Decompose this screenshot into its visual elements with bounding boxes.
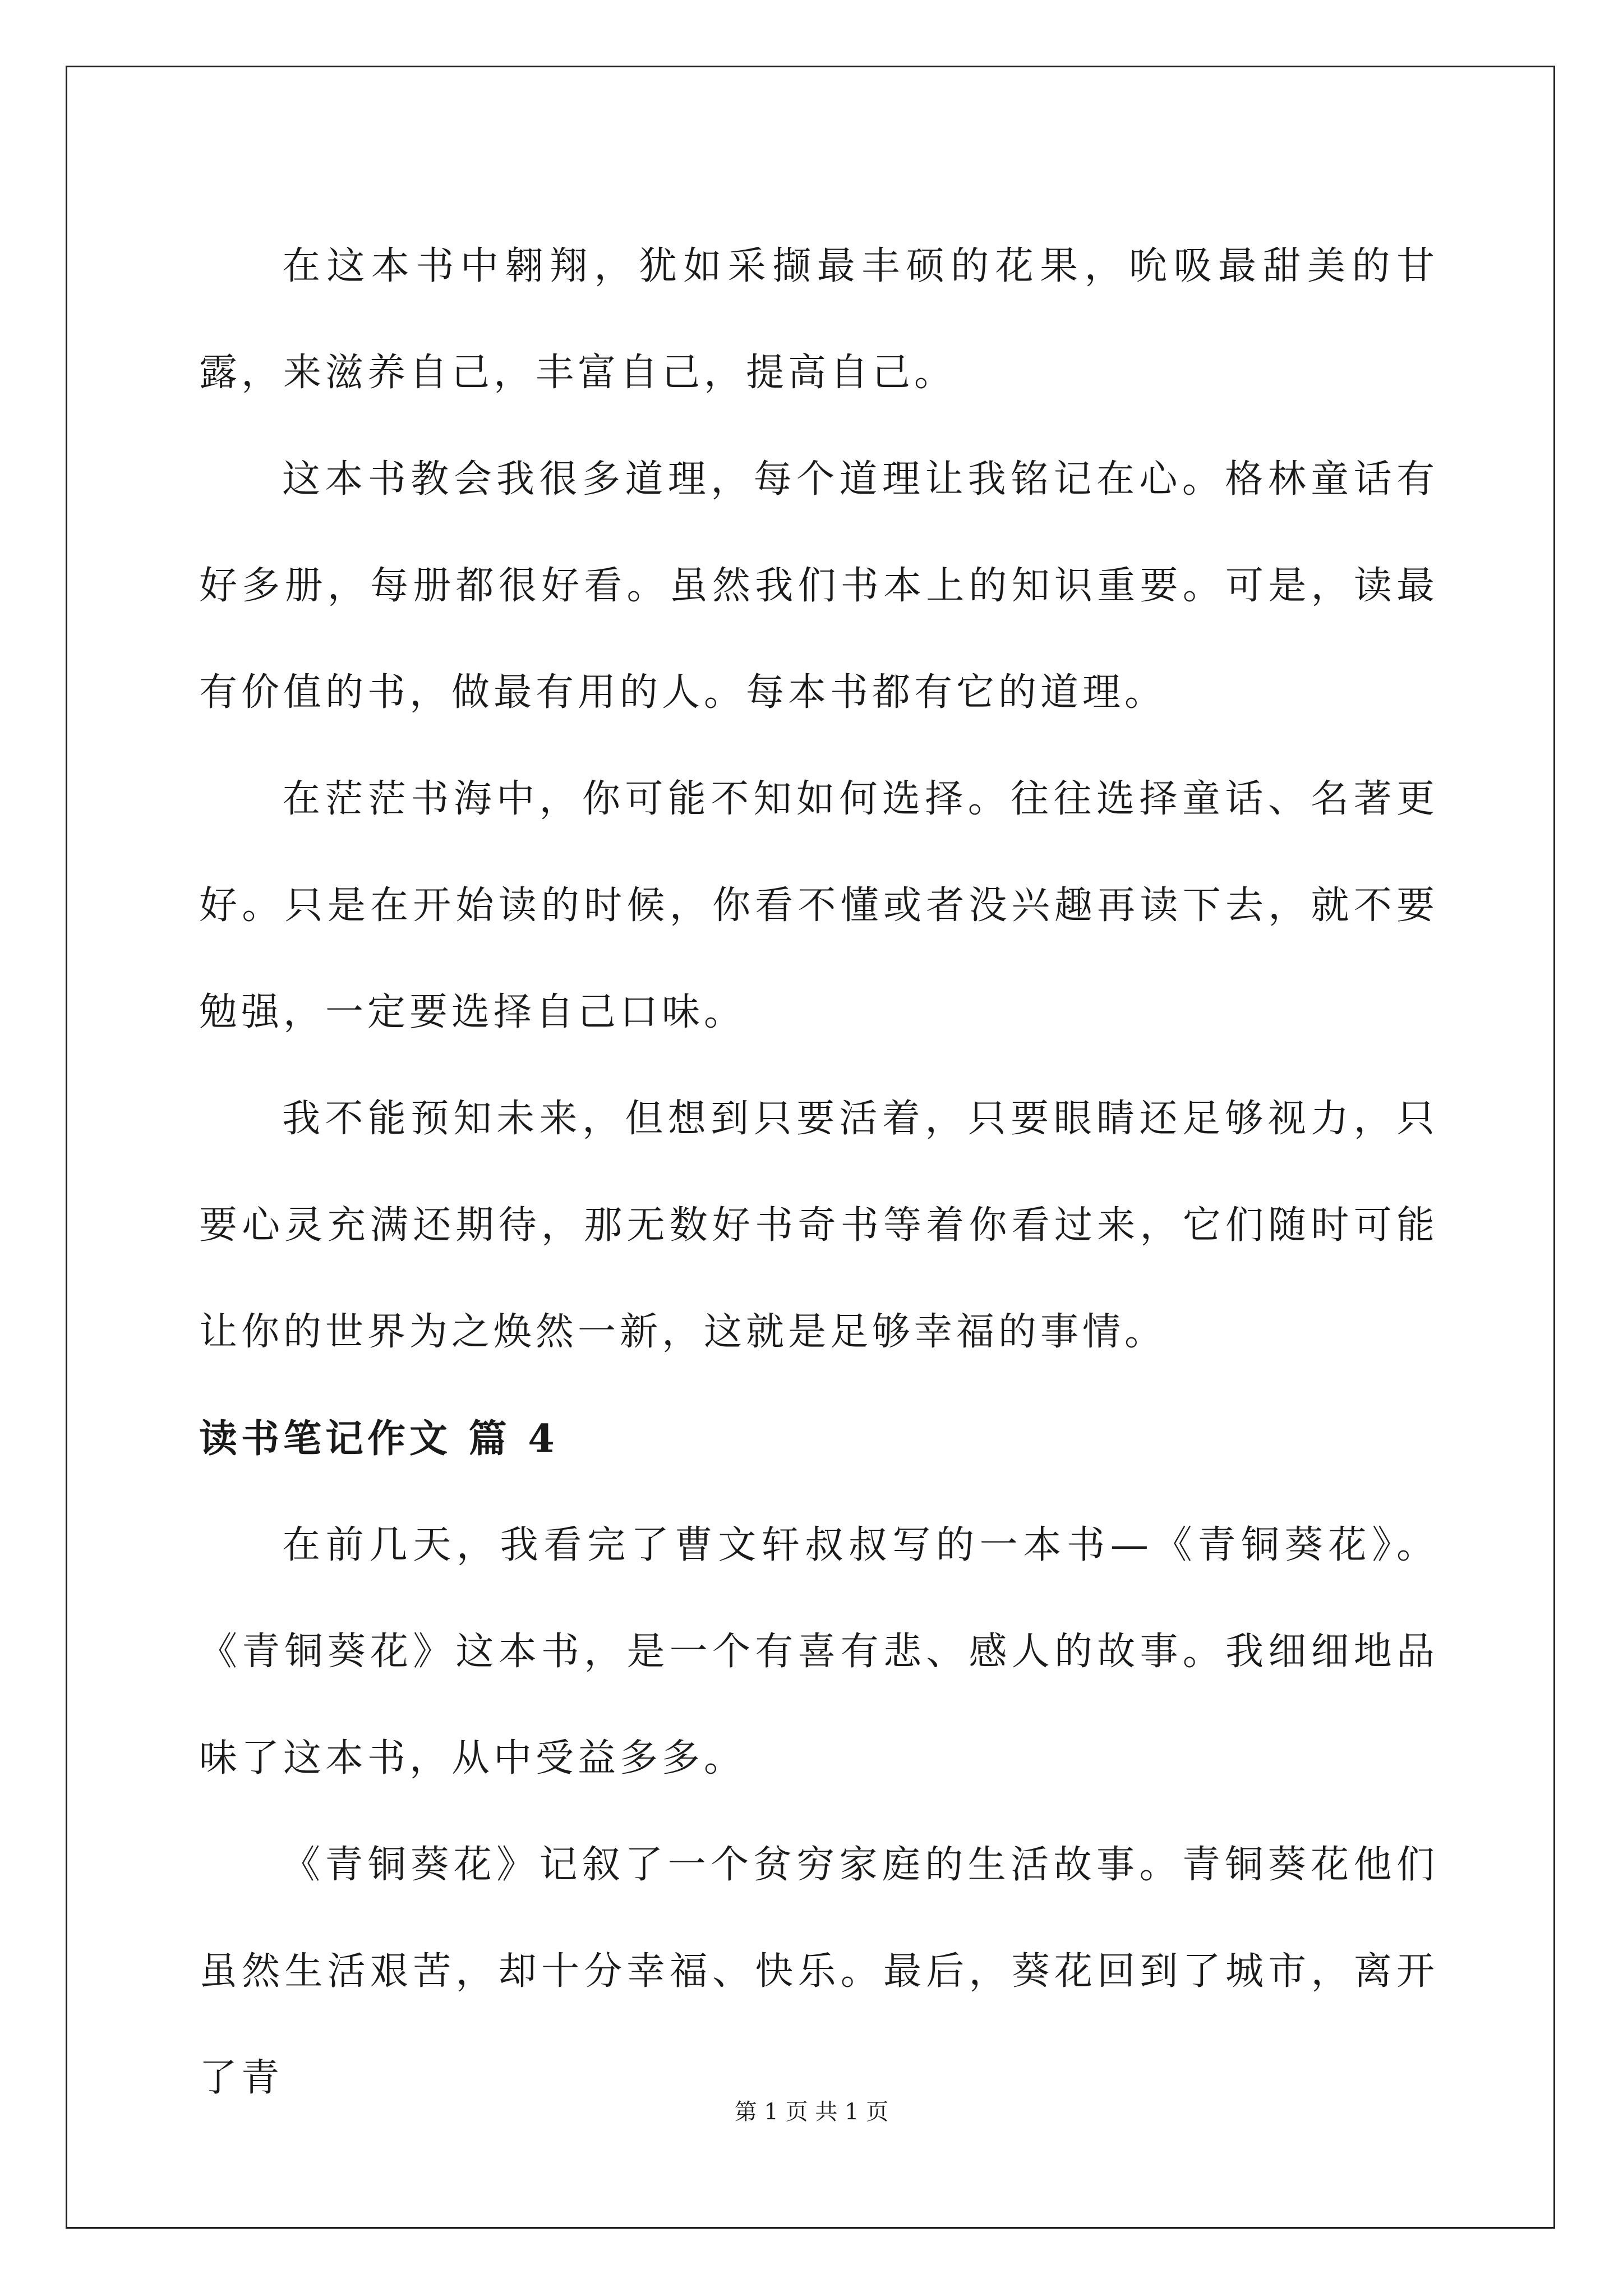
paragraph-2: 这本书教会我很多道理，每个道理让我铭记在心。格林童话有好多册，每册都很好看。虽然我们书本上的知识重要。可是，读最有价值的书，做最有用的人。每本书都有它的道理。	[199, 457, 1438, 715]
page-footer: 第 1 页 共 1 页	[734, 2099, 889, 2125]
paragraph-5: 在前几天，我看完了曹文轩叔叔写的一本书—《青铜葵花》。《青铜葵花》这本书，是一个有喜有悲、感人的故事。我细细地品味了这本书，从中受益多多。	[199, 1523, 1438, 1780]
section-heading: 读书笔记作文 篇 4	[199, 1416, 559, 1461]
paragraph-6: 《青铜葵花》记叙了一个贫穷家庭的生活故事。青铜葵花他们虽然生活艰苦，却十分幸福、快乐。最后，葵花回到了城市，离开了青	[199, 1843, 1438, 2100]
paragraph-1: 在这本书中翱翔，犹如采撷最丰硕的花果，吮吸最甜美的甘露，来滋养自己，丰富自己，提高自己。	[199, 244, 1438, 395]
document-body	[199, 213, 1438, 2132]
paragraph-3: 在茫茫书海中，你可能不知如何选择。往往选择童话、名著更好。只是在开始读的时候，你看不懂或者没兴趣再读下去，就不要勉强，一定要选择自己口味。	[199, 777, 1438, 1034]
paragraph-4: 我不能预知未来，但想到只要活着，只要眼睛还足够视力，只要心灵充满还期待，那无数好书奇书等着你看过来，它们随时可能让你的世界为之焕然一新，这就是足够幸福的事情。	[199, 1097, 1438, 1354]
